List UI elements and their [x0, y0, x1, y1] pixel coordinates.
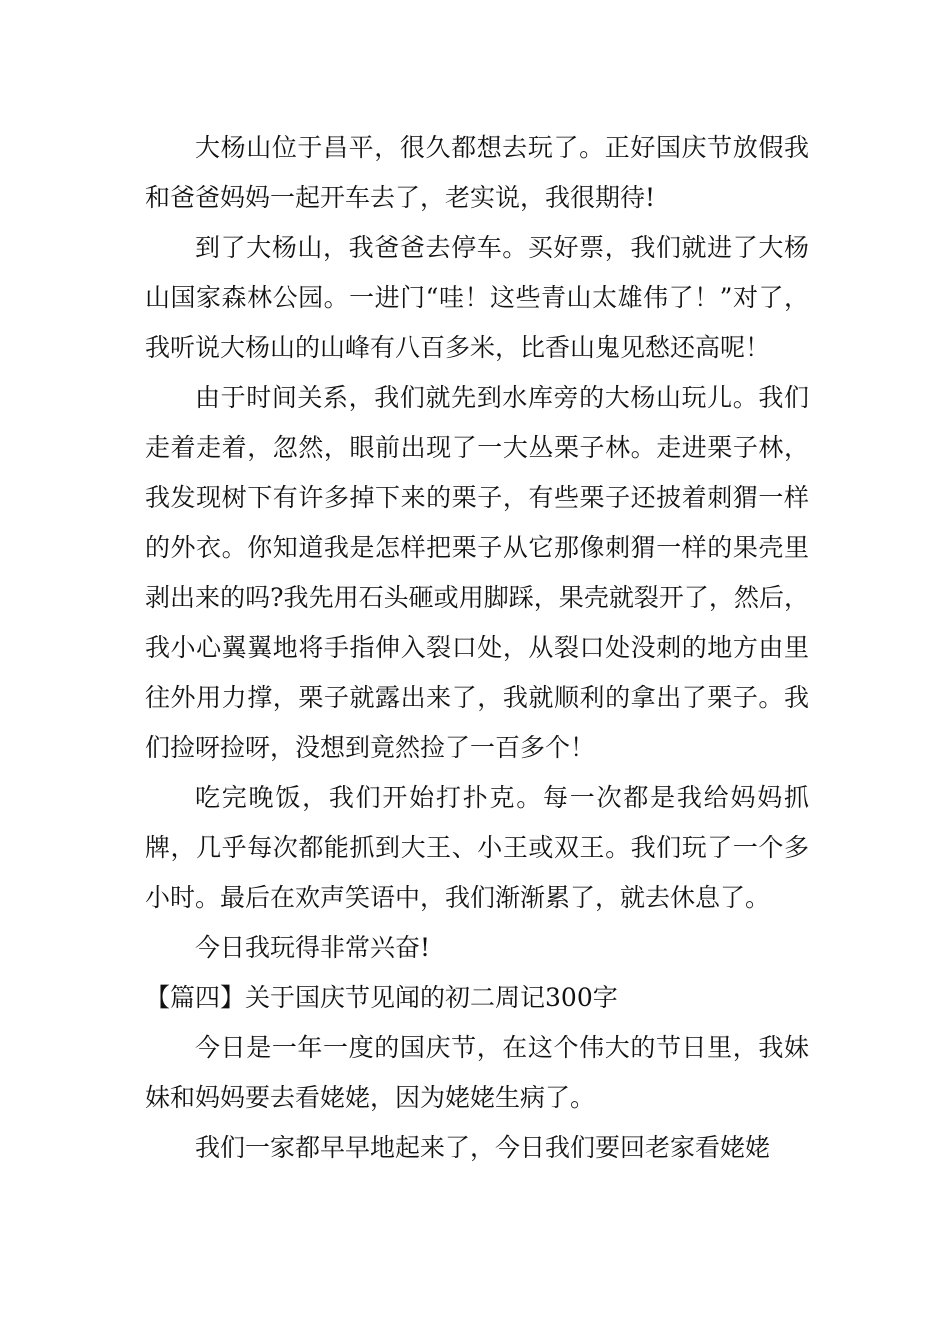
paragraph-5: 今日我玩得非常兴奋! [195, 933, 431, 962]
paragraph-2: 到了大杨山，我爸爸去停车。买好票，我们就进了大杨山国家森林公园。一进门“哇！这些青山太雄伟了！”对了，我听说大杨山的山峰有八百多米，比香山鬼见愁还高呢！ [145, 233, 809, 362]
paragraph-1: 大杨山位于昌平，很久都想去玩了。正好国庆节放假我和爸爸妈妈一起开车去了，老实说，我很期待! [145, 133, 809, 212]
paragraph-4: 吃完晚饭，我们开始打扑克。每一次都是我给妈妈抓牌，几乎每次都能抓到大王、小王或双王。我们玩了一个多小时。最后在欢声笑语中，我们渐渐累了，就去休息了。 [145, 783, 809, 912]
section-heading: 【篇四】关于国庆节见闻的初二周记300字 [145, 983, 618, 1012]
paragraph-3: 由于时间关系，我们就先到水库旁的大杨山玩儿。我们走着走着，忽然，眼前出现了一大丛栗子林。走进栗子林，我发现树下有许多掉下来的栗子，有些栗子还披着刺猬一样的外衣。你知道我是怎样把栗子从它那像刺猬一样的果壳里剥出来的吗?我先用石头砸或用脚踩，果壳就裂开了，然后，我小心翼翼地将手指伸入裂口处，从裂口处没刺的地方由里往外用力撑，栗子就露出来了，我就顺利的拿出了栗子。我们捡呀捡呀，没想到竟然捡了一百多个！ [145, 383, 809, 762]
paragraph-7: 我们一家都早早地起来了，今日我们要回老家看姥姥 [195, 1133, 771, 1162]
document-page [145, 123, 809, 1173]
paragraph-6: 今日是一年一度的国庆节，在这个伟大的节日里，我妹妹和妈妈要去看姥姥，因为姥姥生病了。 [145, 1033, 809, 1112]
